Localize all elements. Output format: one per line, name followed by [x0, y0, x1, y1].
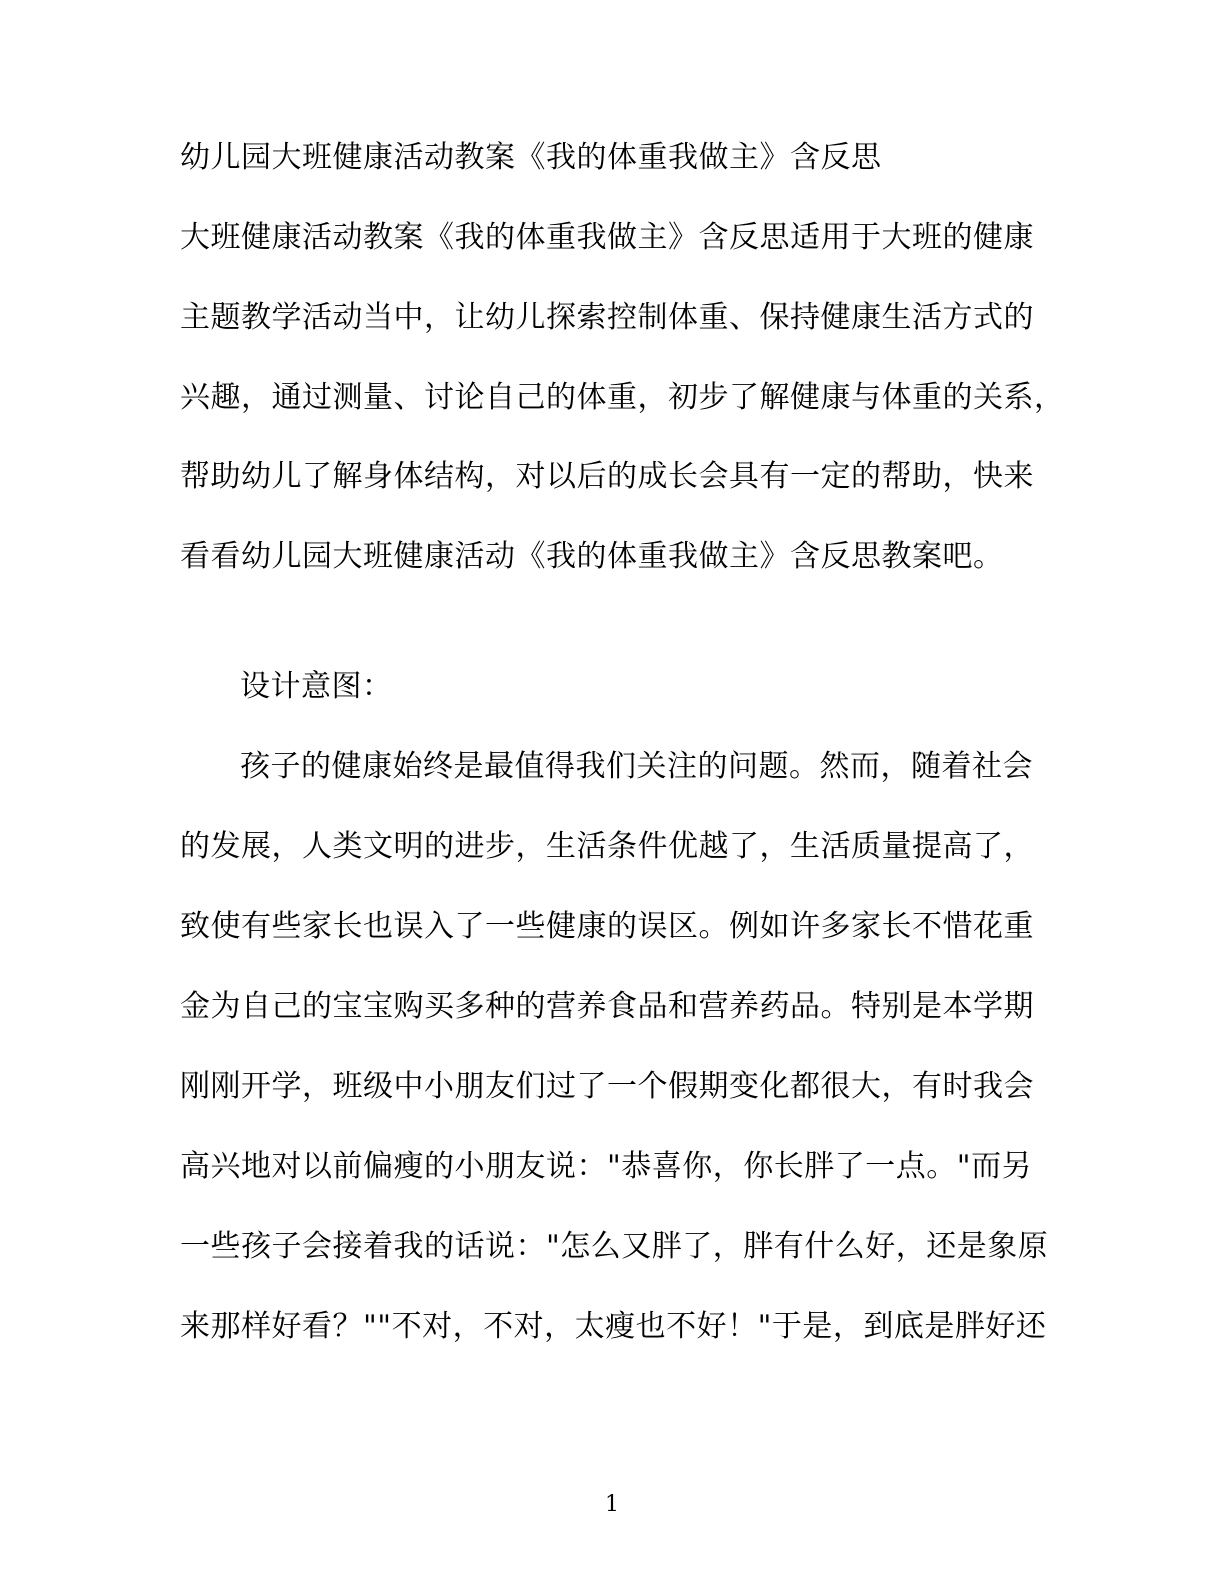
- body-line: 一些孩子会接着我的话说："怎么又胖了，胖有什么好，还是象原: [180, 1229, 1049, 1264]
- body-line: 来那样好看？""不对，不对，太瘦也不好！"于是，到底是胖好还: [180, 1309, 1047, 1344]
- body-line: 刚刚开学，班级中小朋友们过了一个假期变化都很大，有时我会: [180, 1069, 1034, 1104]
- intro-line: 帮助幼儿了解身体结构，对以后的成长会具有一定的帮助，快来: [180, 459, 1034, 494]
- page-number: 1: [605, 1492, 619, 1517]
- intro-line: 兴趣，通过测量、讨论自己的体重，初步了解健康与体重的关系，: [180, 380, 1065, 415]
- body-line: 孩子的健康始终是最值得我们关注的问题。然而，随着社会: [240, 749, 1033, 784]
- intro-line: 看看幼儿园大班健康活动《我的体重我做主》含反思教案吧。: [180, 539, 1004, 574]
- body-line: 金为自己的宝宝购买多种的营养食品和营养药品。特别是本学期: [180, 989, 1034, 1024]
- body-line: 高兴地对以前偏瘦的小朋友说："恭喜你，你长胖了一点。"而另: [180, 1149, 1033, 1184]
- body-line: 的发展，人类文明的进步，生活条件优越了，生活质量提高了，: [180, 829, 1034, 864]
- intro-line: 主题教学活动当中，让幼儿探索控制体重、保持健康生活方式的: [180, 300, 1034, 335]
- document-title: 幼儿园大班健康活动教案《我的体重我做主》含反思: [180, 140, 882, 175]
- section-heading: 设计意图：: [240, 669, 393, 704]
- intro-line: 大班健康活动教案《我的体重我做主》含反思适用于大班的健康: [180, 220, 1034, 255]
- body-line: 致使有些家长也误入了一些健康的误区。例如许多家长不惜花重: [180, 909, 1034, 944]
